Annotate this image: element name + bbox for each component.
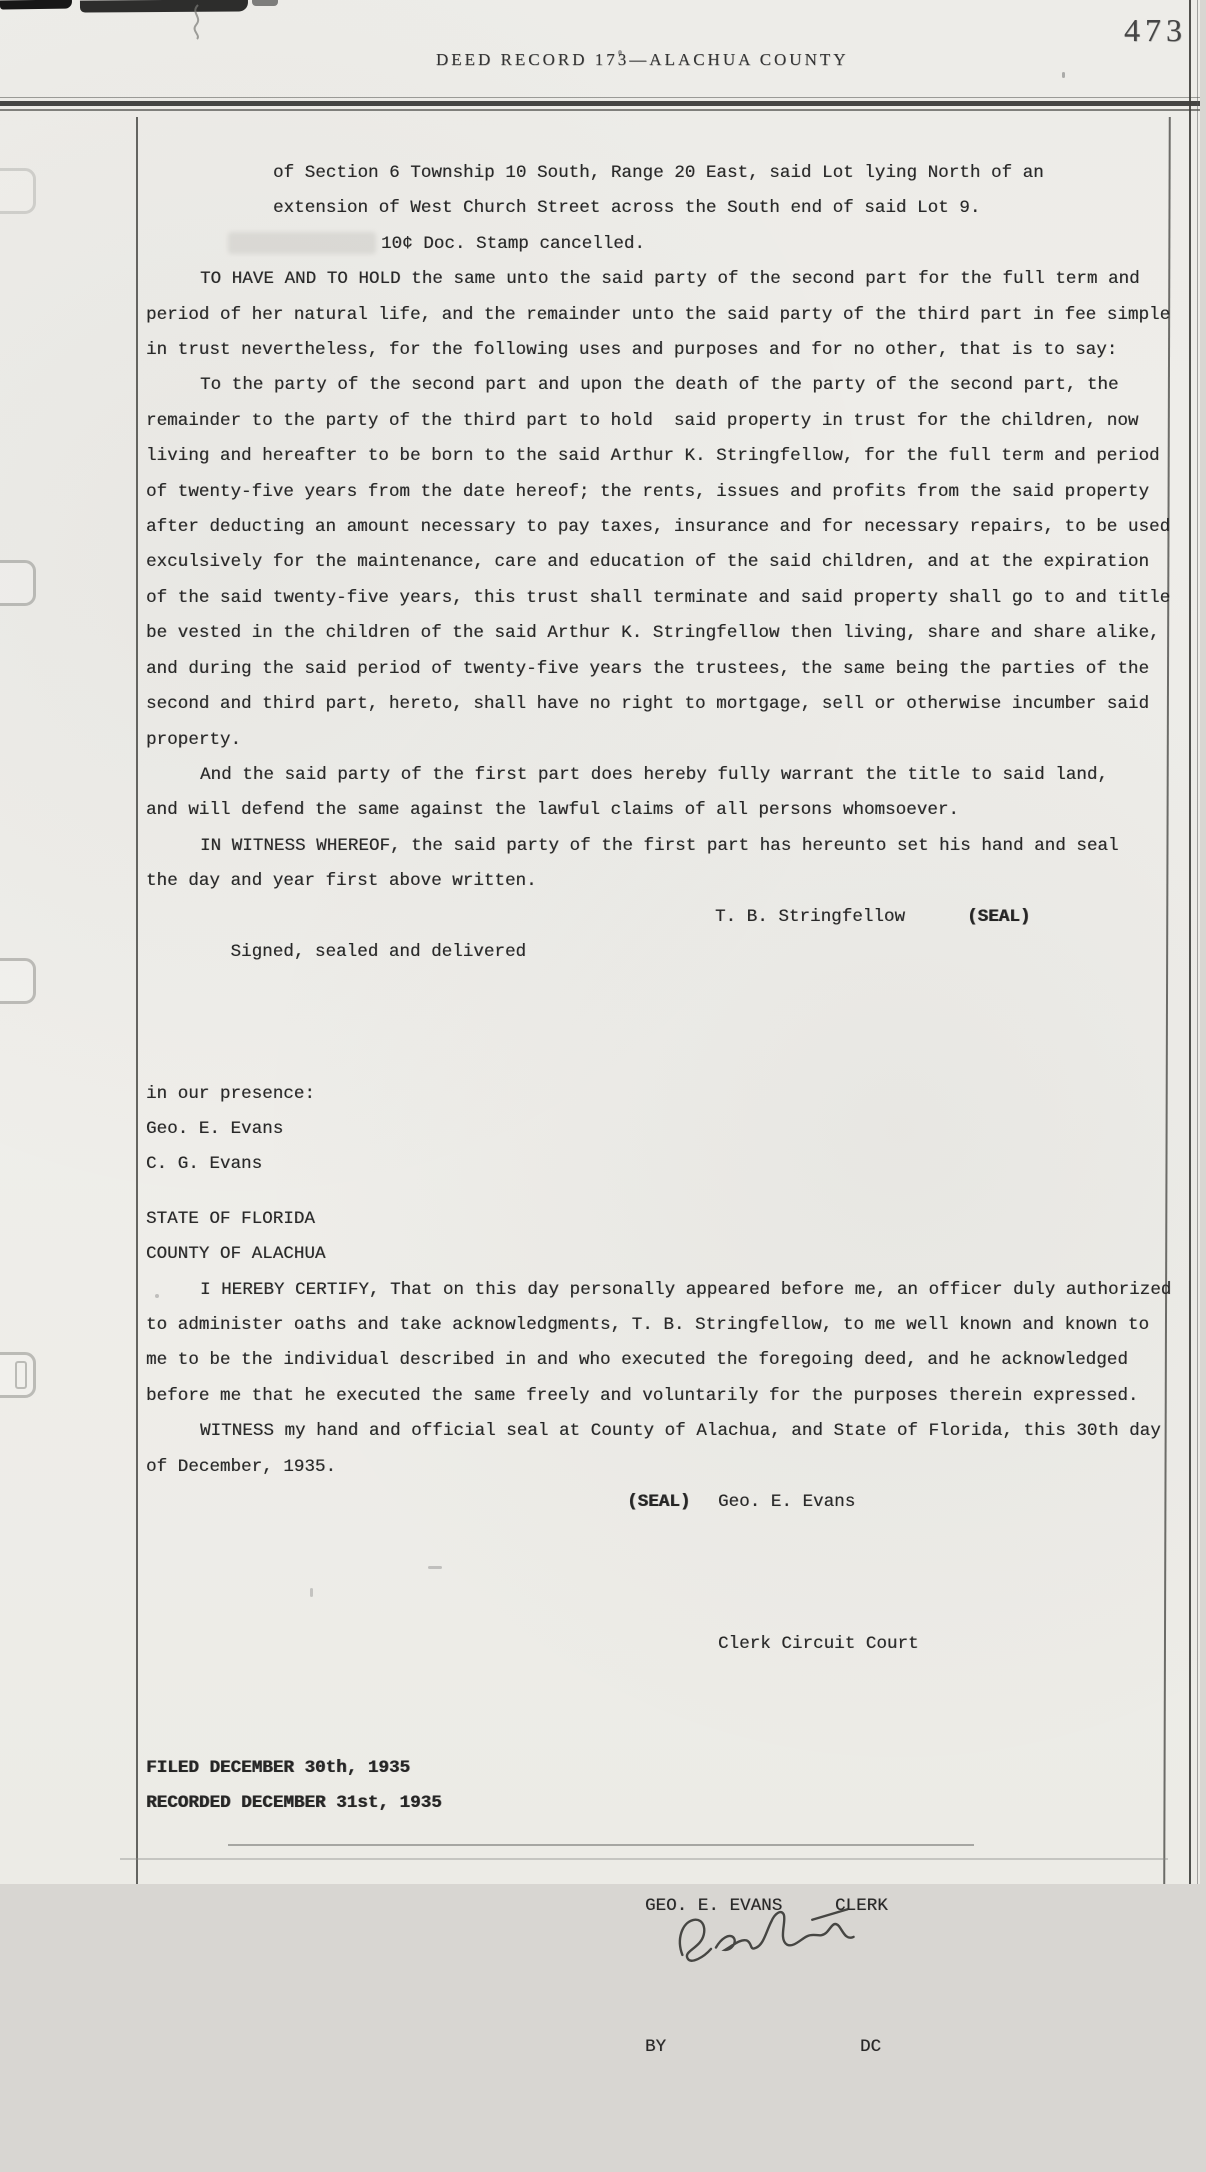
text-line: be vested in the children of the said Arthur K. Stringfellow then living, share and share alike, <box>146 623 1160 644</box>
presence-label: in our presence: <box>146 1083 315 1104</box>
typed-document <box>146 156 1206 2172</box>
text-line: after deducting an amount necessary to pay taxes, insurance and for necessary repairs, to be used <box>146 517 1171 538</box>
text-line: remainder to the party of the third part to hold said property in trust for the children, now <box>146 410 1139 431</box>
recording-block <box>146 1751 1206 1822</box>
text-line: property. <box>146 729 242 750</box>
text-line: the day and year first above written. <box>146 871 537 892</box>
attestation-block <box>146 900 1206 1183</box>
text-line: me to be the individual described in and who executed the foregoing deed, and he acknowledged <box>146 1350 1128 1371</box>
scan-edge-artifact <box>80 0 248 13</box>
text-line: living and hereafter to be born to the said Arthur K. Stringfellow, for the full term and period <box>146 446 1160 467</box>
text-line: to administer oaths and take acknowledgments, T. B. Stringfellow, to me well known and known to <box>146 1315 1150 1335</box>
seal-label: (SEAL) <box>967 906 1031 927</box>
deputy-handwritten-signature <box>671 1895 861 1969</box>
notary-block <box>146 1202 1206 1733</box>
text-line: and will defend the same against the lawful claims of all persons whomsoever. <box>146 800 959 821</box>
text-line: exculsively for the maintenance, care and education of the said children, and at the expiration <box>146 552 1150 573</box>
text-line: I HEREBY CERTIFY, That on this day personally appeared before me, an officer duly authorized <box>200 1279 1172 1300</box>
text-line: IN WITNESS WHEREOF, the said party of the first part has hereunto set his hand and seal <box>200 835 1119 856</box>
header-rule <box>0 109 1200 111</box>
notary-title: Clerk Circuit Court <box>718 1633 919 1654</box>
deputy-initials: DC <box>860 2037 882 2058</box>
clerk-name: GEO. E. EVANS <box>645 1895 783 1916</box>
notary-certification <box>146 1273 1206 1485</box>
grantor-signature: T. B. Stringfellow <box>715 906 906 927</box>
witness-name: C. G. Evans <box>146 1154 263 1175</box>
header-rule <box>0 101 1200 106</box>
text-line: and during the said period of twenty-five years the trustees, the same being the parties of the <box>146 658 1150 679</box>
left-margin-rule <box>136 117 138 1884</box>
text-line: of twenty-five years from the date hereof; the rents, issues and profits from the said property <box>146 481 1150 502</box>
clerk-certification-block <box>146 1889 1206 2172</box>
text-line: before me that he executed the same freely and voluntarily for the purposes therein expressed. <box>146 1385 1139 1406</box>
scan-edge-artifact <box>0 0 72 10</box>
scan-edge-artifact <box>252 0 278 6</box>
notary-name: Geo. E. Evans <box>718 1492 856 1513</box>
text-line: extension of West Church Street across the South end of said Lot 9. <box>273 198 981 219</box>
seal-label: (SEAL) <box>627 1492 691 1513</box>
signed-sealed-label: Signed, sealed and delivered <box>230 941 527 962</box>
text-line: period of her natural life, and the remainder unto the said party of the third part in fee simple <box>146 304 1171 325</box>
pen-mark-artifact <box>186 3 210 43</box>
notary-title-row <box>146 1627 1206 1733</box>
binder-hole <box>0 560 36 606</box>
filed-date-line: FILED DECEMBER 30th, 1935 <box>146 1757 410 1778</box>
text-line: To the party of the second part and upon the death of the party of the second part, the <box>200 375 1119 396</box>
binder-hole <box>0 958 36 1004</box>
state-line: STATE OF FLORIDA <box>146 1208 315 1229</box>
text-line: of the said twenty-five years, this trust shall terminate and said property shall go to and title <box>146 587 1171 608</box>
notary-seal-row <box>146 1485 1206 1627</box>
page-number: 473 <box>1124 12 1187 48</box>
scan-speck <box>1062 72 1065 78</box>
binder-hole <box>0 168 36 214</box>
by-label: BY <box>645 2037 667 2058</box>
text-line: in trust nevertheless, for the following uses and purposes and for no other, that is to say: <box>146 340 1118 361</box>
page-header: DEED RECORD 173—ALACHUA COUNTY <box>436 50 849 69</box>
recorded-date-line: RECORDED DECEMBER 31st, 1935 <box>146 1793 442 1814</box>
county-line: COUNTY OF ALACHUA <box>146 1244 326 1265</box>
witness-name: Geo. E. Evans <box>146 1118 284 1139</box>
deed-body-paragraphs <box>146 156 1206 900</box>
text-line: second and third part, hereto, shall have no right to mortgage, sell or otherwise incumber said <box>146 694 1150 715</box>
text-line: of Section 6 Township 10 South, Range 20 East, said Lot lying North of an <box>273 163 1044 183</box>
text-line: TO HAVE AND TO HOLD the same unto the said party of the second part for the full term and <box>200 269 1140 290</box>
signature-row <box>146 900 1206 1077</box>
text-line: WITNESS my hand and official seal at County of Alachua, and State of Florida, this 30th day <box>200 1421 1161 1442</box>
clerk-title: CLERK <box>835 1895 888 1916</box>
binder-hole <box>0 1352 36 1398</box>
header-rule <box>0 97 1200 98</box>
deputy-row <box>146 2030 1206 2172</box>
text-line: of December, 1935. <box>146 1456 337 1477</box>
text-line: 10¢ Doc. Stamp cancelled. <box>381 233 645 254</box>
text-line: And the said party of the first part does hereby fully warrant the title to said land, <box>200 764 1108 785</box>
